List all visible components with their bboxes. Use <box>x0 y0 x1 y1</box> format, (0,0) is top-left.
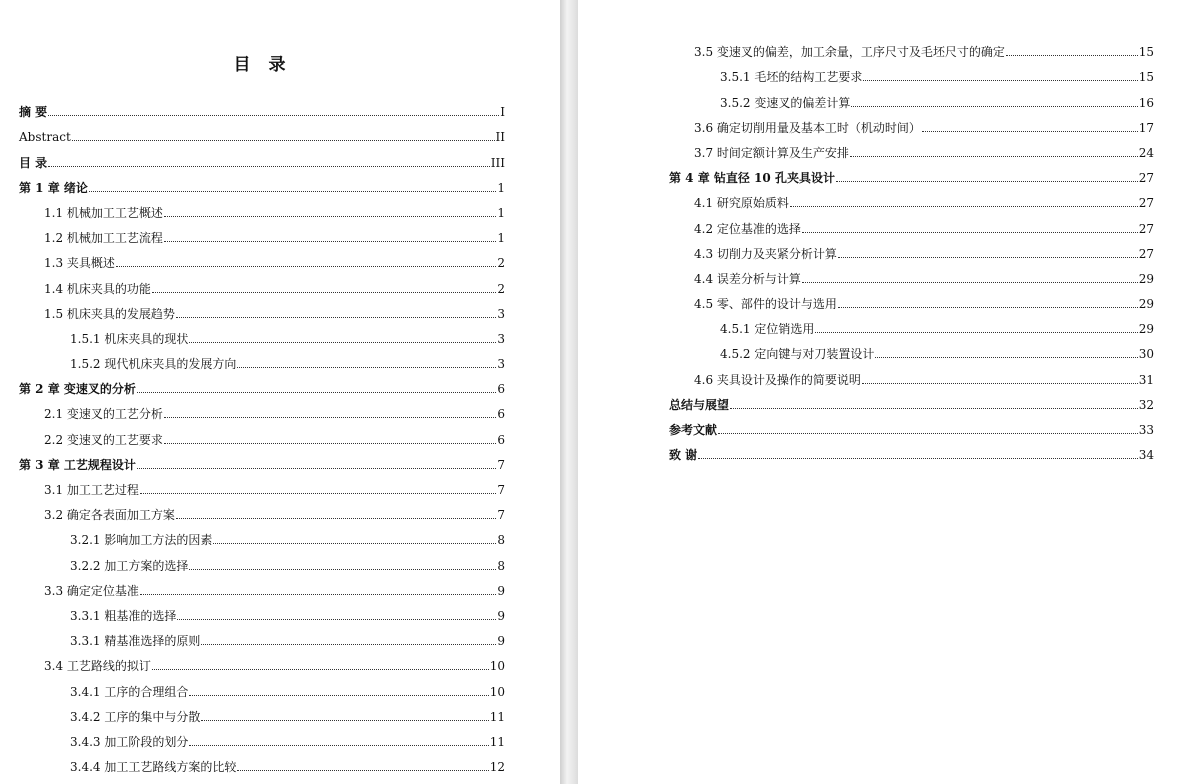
toc-entry-label: 3.1 加工工艺过程 <box>44 483 139 497</box>
toc-entry-page-number: 30 <box>1138 347 1154 362</box>
toc-entry-label: 目 录 <box>19 155 48 170</box>
toc-entry[interactable] <box>19 749 505 774</box>
toc-list-left <box>19 94 505 774</box>
toc-entry-page-number: 27 <box>1138 196 1154 211</box>
toc-leader-dots <box>838 307 1138 308</box>
toc-entry-page-number: 27 <box>1138 171 1154 186</box>
toc-entry[interactable] <box>19 522 505 547</box>
toc-entry[interactable] <box>19 119 505 144</box>
toc-entry-page-number: 11 <box>489 709 505 724</box>
toc-leader-dots <box>140 493 496 494</box>
toc-entry-page-number: 3 <box>497 357 505 372</box>
toc-entry-label: 3.3.1 粗基准的选择 <box>70 608 177 623</box>
toc-entry-page-number: 15 <box>1138 45 1154 60</box>
toc-entry[interactable] <box>669 34 1154 59</box>
toc-entry[interactable] <box>669 84 1154 109</box>
toc-leader-dots <box>152 669 489 670</box>
toc-entry-page-number: III <box>490 155 505 170</box>
toc-leader-dots <box>48 115 499 116</box>
toc-leader-dots <box>875 357 1137 358</box>
toc-entry-page-number: 6 <box>497 432 505 447</box>
toc-entry[interactable] <box>19 724 505 749</box>
toc-entry-page-number: 27 <box>1138 246 1154 261</box>
toc-entry-page-number: 6 <box>497 382 505 397</box>
toc-entry-label: 第 1 章 绪论 <box>19 180 88 195</box>
toc-entry-label: 3.3.1 精基准选择的原则 <box>70 634 201 649</box>
toc-entry[interactable] <box>669 236 1154 261</box>
toc-entry-label: 2.2 变速叉的工艺要求 <box>44 432 163 447</box>
toc-entry-label: 第 4 章 钻直径 10 孔夹具设计 <box>669 171 835 186</box>
toc-entry-label: 3.5.2 变速叉的偏差计算 <box>720 95 851 110</box>
toc-entry-label: 3.5.1 毛坯的结构工艺要求 <box>720 70 863 85</box>
toc-leader-dots <box>164 417 496 418</box>
toc-entry[interactable] <box>19 673 505 698</box>
toc-entry[interactable] <box>19 623 505 648</box>
toc-entry-page-number: 1 <box>497 205 505 220</box>
document-page-left <box>0 0 560 784</box>
toc-entry-page-number: 7 <box>497 508 505 523</box>
toc-entry-page-number: 8 <box>497 558 505 573</box>
toc-entry-label: 2.1 变速叉的工艺分析 <box>44 407 163 422</box>
toc-entry[interactable] <box>19 421 505 446</box>
toc-entry-label: 1.5 机床夹具的发展趋势 <box>44 306 175 321</box>
toc-leader-dots <box>72 140 495 141</box>
toc-entry[interactable] <box>669 59 1154 84</box>
toc-entry-label: 3.4.4 加工工艺路线方案的比较 <box>70 760 237 775</box>
toc-entry-page-number: 9 <box>497 608 505 623</box>
toc-entry-label: 3.6 确定切削用量及基本工时（机动时间） <box>694 120 921 135</box>
toc-entry[interactable] <box>19 371 505 396</box>
toc-entry[interactable] <box>669 110 1154 135</box>
toc-leader-dots <box>802 282 1138 283</box>
toc-entry[interactable] <box>669 261 1154 286</box>
toc-entry-page-number: 29 <box>1138 297 1154 312</box>
toc-entry[interactable] <box>19 547 505 572</box>
toc-entry-label: 3.4.1 工序的合理组合 <box>70 684 189 699</box>
toc-leader-dots <box>164 443 496 444</box>
toc-entry-label: 4.5.2 定向键与对刀装置设计 <box>720 347 875 362</box>
toc-entry-page-number: 17 <box>1138 120 1154 135</box>
toc-entry[interactable] <box>669 185 1154 210</box>
toc-title: 目 录 <box>233 55 292 75</box>
toc-entry[interactable] <box>19 648 505 673</box>
toc-entry-label: 1.4 机床夹具的功能 <box>44 281 151 296</box>
toc-leader-dots <box>164 216 496 217</box>
toc-entry-label: 4.4 误差分析与计算 <box>694 271 801 286</box>
toc-entry-label: 3.4 工艺路线的拟订 <box>44 659 151 674</box>
toc-leader-dots <box>152 292 496 293</box>
toc-entry-page-number: 9 <box>497 583 505 598</box>
toc-entry-label: 3.5 变速叉的偏差，加工余量，工序尺寸及毛坯尺寸的确定 <box>694 45 1005 60</box>
toc-entry-page-number: 16 <box>1138 95 1154 110</box>
toc-entry[interactable] <box>19 94 505 119</box>
toc-entry-label: 摘 要 <box>19 105 48 120</box>
toc-entry-label: 3.4.3 加工阶段的划分 <box>70 734 189 749</box>
toc-leader-dots <box>730 408 1138 409</box>
toc-entry-label: 4.6 夹具设计及操作的简要说明 <box>694 372 861 387</box>
toc-entry[interactable] <box>669 160 1154 185</box>
toc-leader-dots <box>137 392 496 393</box>
toc-entry[interactable] <box>669 311 1154 336</box>
toc-leader-dots <box>815 332 1137 333</box>
toc-leader-dots <box>213 543 496 544</box>
toc-leader-dots <box>922 131 1138 132</box>
toc-entry-page-number: 32 <box>1138 397 1154 412</box>
toc-entry[interactable] <box>669 286 1154 311</box>
toc-entry-page-number: 33 <box>1138 423 1154 437</box>
toc-entry-page-number: 8 <box>497 533 505 548</box>
toc-entry[interactable] <box>19 321 505 346</box>
page-gutter <box>560 0 578 784</box>
toc-entry-page-number: 1 <box>497 231 505 246</box>
toc-entry[interactable] <box>19 296 505 321</box>
toc-entry-label: 1.1 机械加工工艺概述 <box>44 205 163 220</box>
toc-leader-dots <box>89 191 496 192</box>
toc-entry-label: 3.2 确定各表面加工方案 <box>44 508 175 523</box>
toc-entry-label: 3.3 确定定位基准 <box>44 583 139 598</box>
toc-entry-page-number: I <box>500 105 505 120</box>
toc-entry-page-number: 2 <box>497 281 505 296</box>
toc-entry-page-number: 34 <box>1138 448 1154 463</box>
toc-entry-page-number: 11 <box>489 734 505 749</box>
toc-entry[interactable] <box>19 195 505 220</box>
toc-entry[interactable] <box>669 387 1154 412</box>
toc-leader-dots <box>176 317 496 318</box>
toc-entry[interactable] <box>669 135 1154 160</box>
toc-entry[interactable] <box>19 220 505 245</box>
toc-entry[interactable] <box>19 144 505 169</box>
toc-leader-dots <box>189 569 496 570</box>
toc-entry[interactable] <box>19 245 505 270</box>
toc-entry-page-number: 24 <box>1138 145 1154 160</box>
toc-leader-dots <box>201 720 488 721</box>
toc-leader-dots <box>718 433 1138 434</box>
toc-entry-page-number: 1 <box>497 180 505 195</box>
toc-entry-label: 3.7 时间定额计算及生产安排 <box>694 145 849 160</box>
toc-entry-label: 致 谢 <box>669 448 698 463</box>
toc-leader-dots <box>863 80 1137 81</box>
toc-entry-page-number: 15 <box>1138 70 1154 85</box>
toc-entry-label: 3.2.1 影响加工方法的因素 <box>70 533 213 548</box>
toc-leader-dots <box>836 181 1138 182</box>
toc-leader-dots <box>201 644 496 645</box>
toc-entry-page-number: II <box>495 130 505 145</box>
toc-leader-dots <box>116 266 496 267</box>
toc-leader-dots <box>237 367 496 368</box>
toc-entry-label: 4.5 零、部件的设计与选用 <box>694 297 837 312</box>
toc-entry-label: 1.5.1 机床夹具的现状 <box>70 331 189 346</box>
toc-leader-dots <box>48 166 490 167</box>
toc-entry-label: 1.5.2 现代机床夹具的发展方向 <box>70 357 237 372</box>
toc-entry-page-number: 6 <box>497 407 505 422</box>
toc-entry-label: Abstract <box>19 130 71 145</box>
toc-entry[interactable] <box>669 437 1154 462</box>
toc-entry[interactable] <box>19 472 505 497</box>
toc-entry-label: 总结与展望 <box>669 397 730 412</box>
toc-entry-page-number: 2 <box>497 256 505 271</box>
toc-entry-label: 4.3 切削力及夹紧分析计算 <box>694 246 837 261</box>
toc-leader-dots <box>237 770 488 771</box>
toc-leader-dots <box>177 619 496 620</box>
toc-entry-page-number: 31 <box>1138 372 1154 387</box>
toc-leader-dots <box>164 241 496 242</box>
toc-list-right <box>669 34 1154 462</box>
toc-entry[interactable] <box>19 170 505 195</box>
toc-entry[interactable] <box>19 598 505 623</box>
toc-entry-label: 4.5.1 定位销选用 <box>720 322 815 337</box>
toc-entry-page-number: 27 <box>1138 221 1154 236</box>
toc-entry-page-number: 3 <box>497 331 505 346</box>
toc-entry[interactable] <box>669 336 1154 361</box>
toc-leader-dots <box>137 468 496 469</box>
toc-leader-dots <box>851 106 1137 107</box>
toc-entry-label: 1.2 机械加工工艺流程 <box>44 231 163 246</box>
toc-entry-page-number: 3 <box>497 306 505 321</box>
toc-entry-label: 4.2 定位基准的选择 <box>694 221 801 236</box>
toc-entry-label: 1.3 夹具概述 <box>44 256 115 271</box>
toc-entry[interactable] <box>669 412 1154 437</box>
toc-entry-page-number: 10 <box>489 684 505 699</box>
toc-entry-label: 第 3 章 工艺规程设计 <box>19 457 136 472</box>
toc-entry-label: 3.4.2 工序的集中与分散 <box>70 709 201 724</box>
toc-leader-dots <box>176 518 496 519</box>
toc-entry[interactable] <box>19 396 505 421</box>
toc-leader-dots <box>189 695 488 696</box>
toc-entry-label: 第 2 章 变速叉的分析 <box>19 382 136 397</box>
toc-entry-page-number: 7 <box>497 483 505 497</box>
toc-entry[interactable] <box>19 346 505 371</box>
toc-entry-page-number: 29 <box>1138 271 1154 286</box>
toc-entry[interactable] <box>669 361 1154 386</box>
toc-leader-dots <box>140 594 496 595</box>
toc-entry-label: 4.1 研究原始质料 <box>694 196 789 211</box>
toc-entry-label: 3.2.2 加工方案的选择 <box>70 558 189 573</box>
toc-leader-dots <box>850 156 1138 157</box>
toc-entry[interactable] <box>19 497 505 522</box>
toc-entry-page-number: 9 <box>497 634 505 649</box>
toc-leader-dots <box>1006 55 1138 56</box>
toc-entry[interactable] <box>19 270 505 295</box>
toc-leader-dots <box>189 342 496 343</box>
toc-entry[interactable] <box>19 573 505 598</box>
toc-entry-page-number: 12 <box>489 760 505 775</box>
toc-entry-label: 参考文献 <box>669 423 718 437</box>
toc-entry-page-number: 29 <box>1138 322 1154 337</box>
document-page-right <box>578 0 1182 784</box>
toc-entry[interactable] <box>19 447 505 472</box>
toc-entry[interactable] <box>19 699 505 724</box>
toc-leader-dots <box>189 745 488 746</box>
toc-leader-dots <box>698 458 1138 459</box>
toc-leader-dots <box>802 232 1138 233</box>
toc-leader-dots <box>862 383 1138 384</box>
toc-entry[interactable] <box>669 210 1154 235</box>
toc-entry-page-number: 7 <box>497 457 505 472</box>
toc-leader-dots <box>790 206 1138 207</box>
toc-entry-page-number: 10 <box>489 659 505 674</box>
toc-leader-dots <box>838 257 1138 258</box>
